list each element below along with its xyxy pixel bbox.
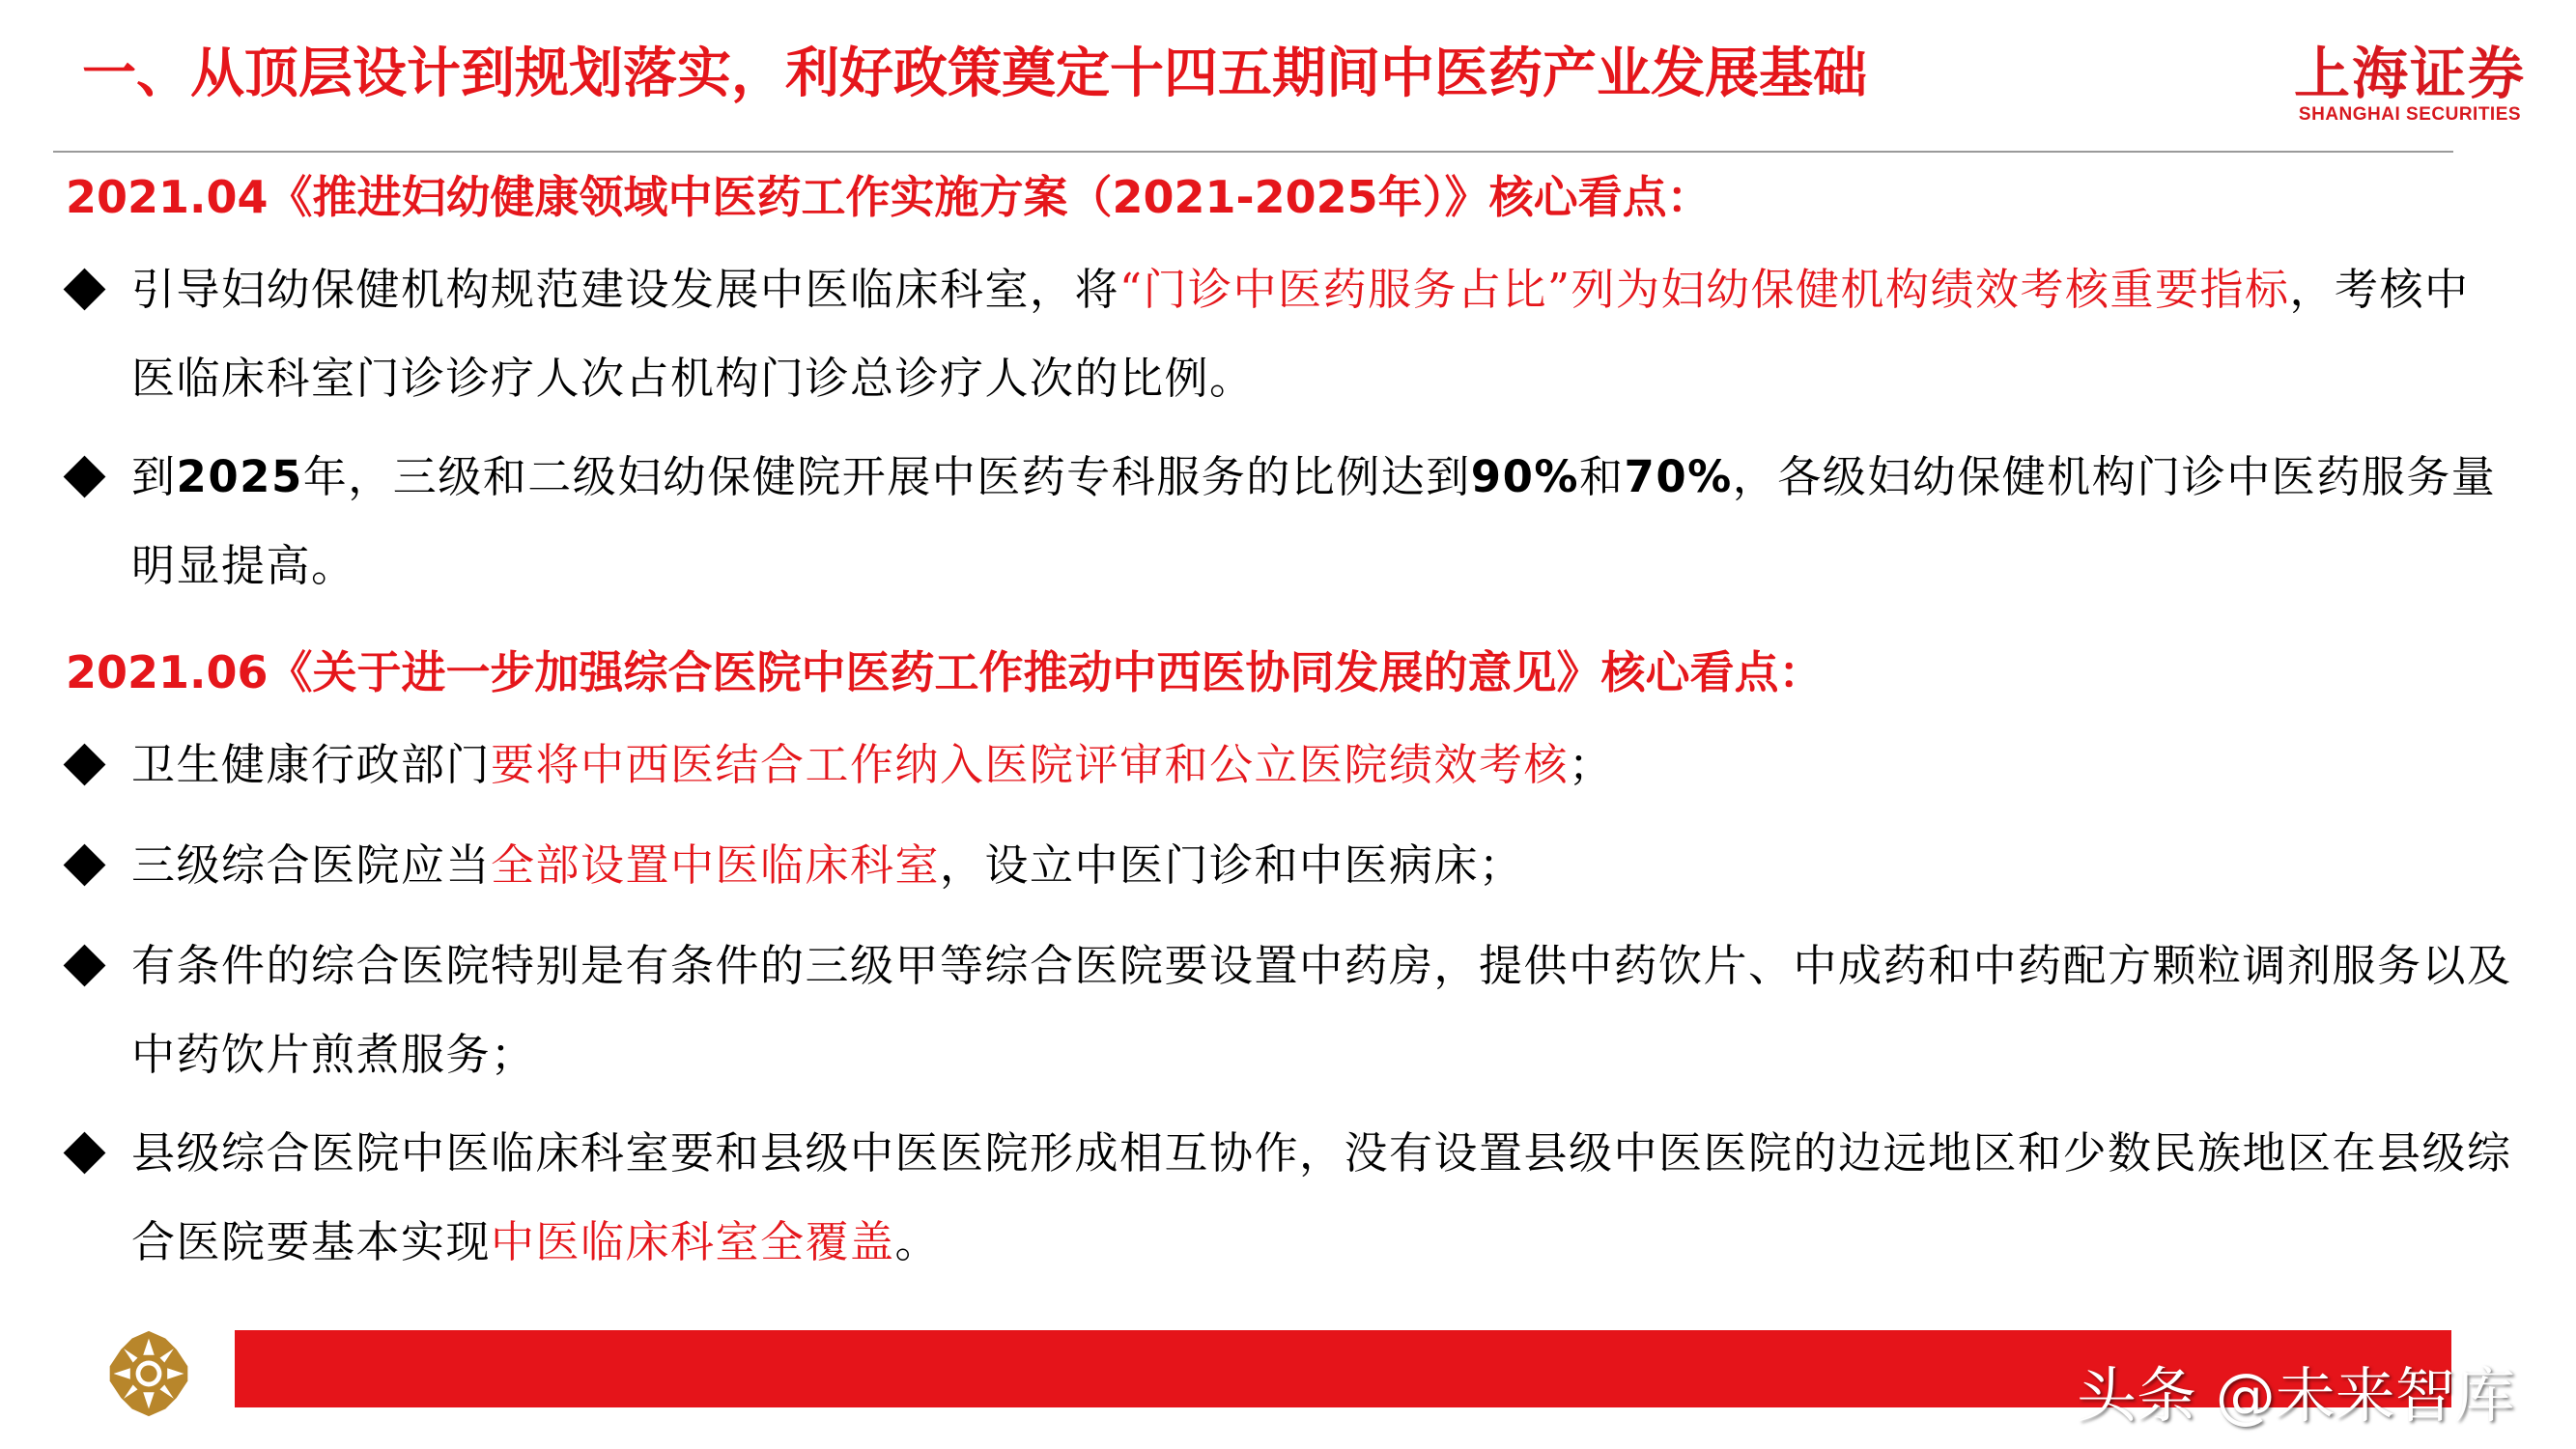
bullet-text-part: 引导妇幼保健机构规范建设发展中医临床科室，将 [131,264,1120,315]
heading-date: 2021.04 [66,171,269,223]
page-title: 一、从顶层设计到规划落实，利好政策奠定十四五期间中医药产业发展基础 [82,43,1867,105]
heading-tail: 年）》核心看点： [1377,171,1712,223]
bullet-text [131,1109,2512,1287]
header-divider [53,151,2453,153]
bullet-text-part: 三级综合医院应当 [131,839,492,891]
bullet-text [131,821,2512,910]
bullet-text [131,245,2512,423]
watermark-text: 头条 @未来智库 [2077,1360,2515,1431]
bullet-text-part: 县级综合医院中医临床科室要和县级中医医院形成相互协作，没有设置县级中医医院的边远地区和少数民族地区在县级综合医院要基本实现 [131,1127,2512,1267]
bullet-highlight: 要将中西医结合工作纳入医院评审和公立医院绩效考核 [491,739,1570,790]
heading-years: 2021-2025 [1112,171,1378,223]
bullet-highlight: “门诊中医药服务占比”列为妇幼保健机构绩效考核重要指标 [1119,264,2290,315]
bullet-text-part: 。 [894,1216,941,1267]
logo-english-text: SHANGHAI SECURITIES [2298,104,2522,125]
company-emblem-icon [102,1327,195,1420]
bullet-text-part: 和 [1579,451,1625,502]
bullet-number: 90% [1470,451,1579,502]
bullet-text-part: ，设立中医门诊和中医病床； [940,839,1524,891]
bullet-number: 2025 [176,451,303,502]
diamond-bullet-icon [64,456,106,498]
logo-chinese-text: 上海证券 [2293,41,2526,106]
diamond-bullet-icon [64,945,106,987]
bullet-text [131,433,2512,611]
bullet-text [131,922,2512,1099]
bullet-text-part: 有条件的综合医院特别是有条件的三级甲等综合医院要设置中药房，提供中药饮片、中成药和中药配方颗粒调剂服务以及中药饮片煎煮服务； [131,940,2512,1080]
diamond-bullet-icon [64,844,106,887]
heading-title: 《推进妇幼健康领域中医药工作实施方案（ [268,171,1113,223]
bullet-text [131,721,2512,810]
bullet-text-part: ，各级妇幼保健机构门诊中医药服务量明显提高。 [131,451,2497,591]
diamond-bullet-icon [64,744,106,786]
bullet-text-part: ，考核中医临床科室门诊诊疗人次占机构门诊总诊疗人次的比例。 [131,264,2470,404]
bullet-text-part: ； [1569,739,1614,790]
bullet-text-part: 年，三级和二级妇幼保健院开展中医药专科服务的比例达到 [302,451,1471,502]
bullet-number: 70% [1624,451,1733,502]
heading-date: 2021.06 [66,646,269,698]
bullet-text-part: 卫生健康行政部门 [131,739,492,790]
diamond-bullet-icon [64,269,106,311]
heading-title: 《关于进一步加强综合医院中医药工作推动中西医协同发展的意见》核心看点： [268,646,1824,698]
diamond-bullet-icon [64,1132,106,1175]
shanghai-securities-logo [2279,43,2540,126]
bullet-text-part: 到 [131,451,177,502]
bullet-highlight: 全部设置中医临床科室 [491,839,941,891]
section-heading-2021-04 [66,162,1712,226]
section-heading-2021-06 [66,638,1824,701]
bullet-highlight: 中医临床科室全覆盖 [491,1216,895,1267]
